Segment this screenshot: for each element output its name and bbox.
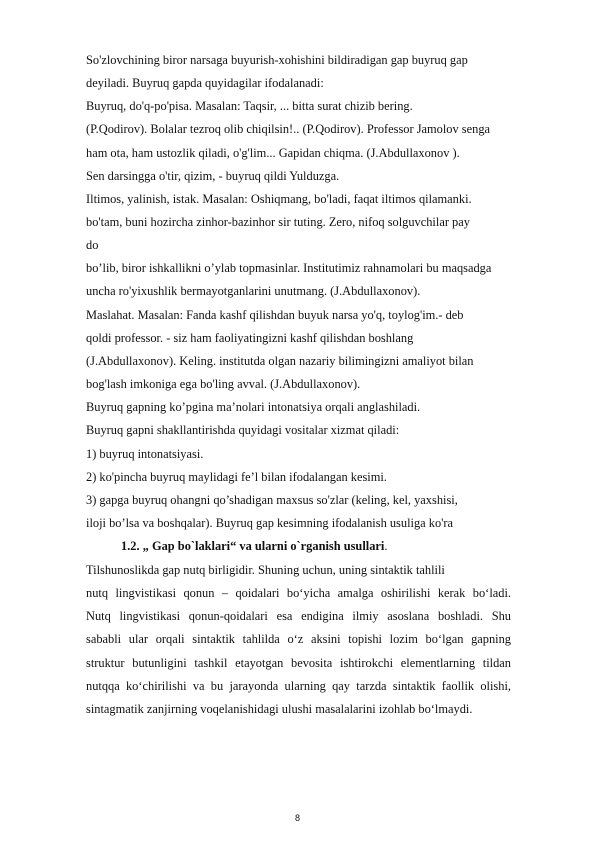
section-heading [121,538,511,554]
section-heading-title: 1.2. „ Gap bo`laklari“ va ularni o`rganish usullari [121,539,385,553]
text-line: Buyruq gapning ko’pgina ma’nolari intonatsiya orqali anglashiladi. [86,400,421,414]
text-line: (P.Qodirov). Bolalar tezroq olib chiqilsin!.. (P.Qodirov). Professor Jamolov senga [86,122,491,136]
paragraph-line: struktur butunligini tashkil etayotgan bevosita ishtirokchi elementlarning tildan [86,656,511,670]
paragraph-line: nutqqa ko‘chirilishi va bu jarayonda ularning qay tarzda sintaktik faollik olishi, [86,679,511,693]
text-line: bog'lash imkoniga ega bo'ling avval. (J.Abdullaxonov). [86,377,361,391]
text-line: uncha ro'yixushlik bermayotganlarini unutmang. (J.Abdullaxonov). [86,284,421,298]
text-line: Buyruq, do'q-po'pisa. Masalan: Taqsir, ... bitta surat chizib bering. [86,99,413,113]
text-line: 2) ko'pincha buyruq maylidagi fe’l bilan ifodalangan kesimi. [86,470,387,484]
paragraph-line: sababli ular orqali sintaktik tahlilda o‘z aksini topishi lozim bo‘lgan gapning [86,632,511,646]
text-line: deyiladi. Buyruq gapda quyidagilar ifodalanadi: [86,76,324,90]
text-line: do [86,238,99,252]
section-heading-period: . [384,539,388,553]
text-line: bo'tam, buni hozircha zinhor-bazinhor sir tuting. Zero, nifoq solguvchilar pay [86,215,470,229]
text-line: So'zlovchining biror narsaga buyurish-xohishini bildiradigan gap buyruq gap [86,53,468,67]
text-line: iloji bo’lsa va boshqalar). Buyruq gap kesimning ifodalanish usuliga ko'ra [86,516,453,530]
text-line: 3) gapga buyruq ohangni qo’shadigan maxsus so'zlar (keling, kel, yaxshisi, [86,493,458,507]
text-line: ham ota, ham ustozlik qiladi, o'g'lim... Gapidan chiqma. (J.Abdullaxonov ). [86,146,460,160]
text-line: qoldi professor. - siz ham faoliyatingizni kashf qilishdan boshlang [86,331,414,345]
text-line: 1) buyruq intonatsiyasi. [86,447,204,461]
text-line: bo’lib, biror ishkallikni o’ylab topmasinlar. Institutimiz rahnamolari bu maqsadga [86,261,492,275]
text-line: Buyruq gapni shakllantirishda quyidagi vositalar xizmat qiladi: [86,423,400,437]
text-line: Sen darsingga o'tir, qizim, - buyruq qildi Yulduzga. [86,169,340,183]
page-number: 8 [294,813,300,823]
paragraph-line: Nutq lingvistikasi qonun-qoidalari esa endigina ilmiy asoslana boshladi. Shu [86,609,511,623]
paragraph-line: nutq lingvistikasi qonun – qoidalari bo‘yicha amalga oshirilishi kerak bo‘ladi. [86,586,511,600]
paragraph-line: sintagmatik zanjirning voqelanishidagi ulushi masalalarini izohlab bo‘lmaydi. [86,702,473,716]
text-line: Maslahat. Masalan: Fanda kashf qilishdan buyuk narsa yo'q, toylog'im.- deb [86,308,464,322]
text-line: (J.Abdullaxonov). Keling. institutda olgan nazariy bilimingizni amaliyot bilan [86,354,474,368]
text-line: Iltimos, yalinish, istak. Masalan: Oshiqmang, bo'ladi, faqat iltimos qilamanki. [86,192,472,206]
paragraph-line: Tilshunoslikda gap nutq birligidir. Shuning uchun, uning sintaktik tahlili [86,563,445,577]
